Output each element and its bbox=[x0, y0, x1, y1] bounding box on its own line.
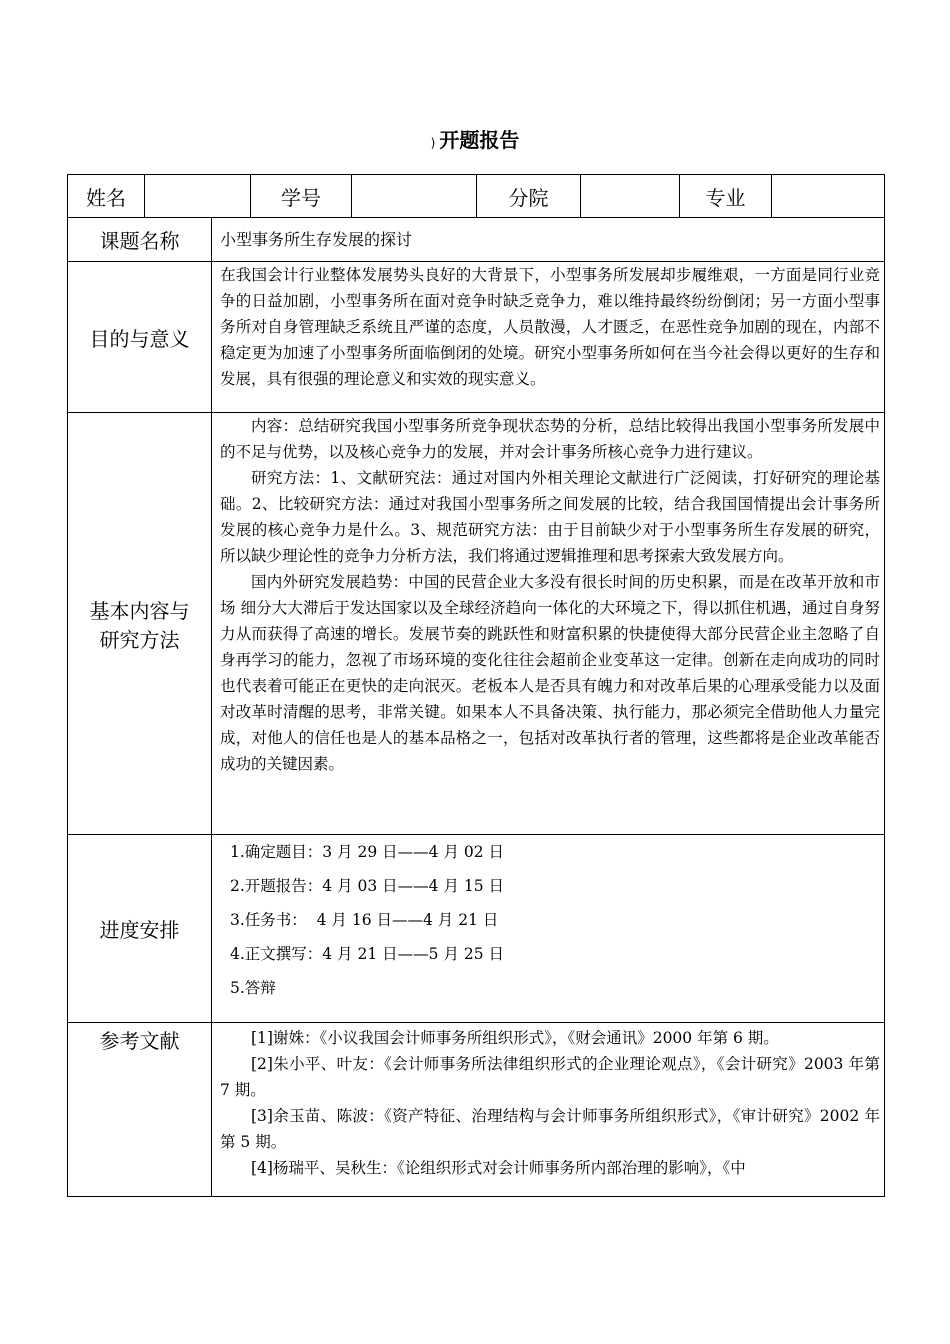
references-label: 参考文献 bbox=[68, 1023, 212, 1197]
college-value-cell[interactable] bbox=[581, 175, 680, 218]
content-methods-row bbox=[68, 413, 885, 835]
references-list bbox=[212, 1023, 885, 1197]
reference-item: [4]杨瑞平、吴秋生：《论组织形式对会计师事务所内部治理的影响》，《中 bbox=[251, 1159, 746, 1177]
purpose-text: 在我国会计行业整体发展势头良好的大背景下，小型事务所发展却步履维艰，一方面是同行业竞争的日益加剧，小型事务所在面对竞争时缺乏竞争力，难以维持最终纷纷倒闭；另一方面小型事务所对自身管理缺乏系统且严谨的态度，人员散漫，人才匮乏，在恶性竞争加剧的现在，内部不稳定更为加速了小型事务所面临倒闭的处境。研究小型事务所如何在当今社会得以更好的生存和发展，具有很强的理论意义和实效的现实意义。 bbox=[220, 266, 880, 388]
name-value-cell[interactable] bbox=[145, 175, 251, 218]
page-title bbox=[0, 124, 950, 153]
schedule-item: 5.答辩 bbox=[230, 979, 276, 997]
content-methods-label-line2: 研究方法 bbox=[99, 627, 180, 652]
references-row bbox=[68, 1023, 885, 1197]
student-id-value-cell[interactable] bbox=[352, 175, 477, 218]
reference-item: [2]朱小平、叶友：《会计师事务所法律组织形式的企业理论观点》，《会计研究》2003 年第 7 期。 bbox=[220, 1055, 880, 1099]
schedule-row bbox=[68, 835, 885, 1023]
title-text: 开题报告 bbox=[439, 128, 520, 152]
purpose-text-cell bbox=[212, 262, 885, 413]
reference-item: [3]余玉苗、陈波：《资产特征、治理结构与会计师事务所组织形式》，《审计研究》2002 年第 5 期。 bbox=[220, 1107, 880, 1151]
schedule-item: 4.正文撰写：4 月 21 日——5 月 25 日 bbox=[230, 945, 505, 963]
topic-label: 课题名称 bbox=[68, 218, 212, 262]
content-methods-text-cell bbox=[212, 413, 885, 835]
schedule-item: 1.确定题目：3 月 29 日——4 月 02 日 bbox=[230, 843, 505, 861]
content-methods-label bbox=[68, 413, 212, 835]
trends-paragraph: 国内外研究发展趋势：中国的民营企业大多没有很长时间的历史积累，而是在改革开放和市场 细分大大滞后于发达国家以及全球经济趋向一体化的大环境之下，得以抓住机遇，通过自身努力从而获得了高速的增长。发展节奏的跳跃性和财富积累的快捷使得大部分民营企业主忽略了自身再学习的能力，忽视了市场环境的变化往往会超前企业变革这一定律。创新在走向成功的同时也代表着可能正在更快的走向泯灭。老板本人是否具有魄力和对改革后果的心理承受能力以及面对改革时清醒的思考，非常关键。如果本人不具备决策、执行能力，那必须完全借助他人力量完成，对他人的信任也是人的基本品格之一，包括对改革执行者的管理，这些都将是企业改革能否成功的关键因素。 bbox=[220, 573, 880, 773]
proposal-form-table bbox=[67, 174, 885, 1197]
student-id-label: 学号 bbox=[251, 175, 352, 218]
major-label: 专业 bbox=[680, 175, 772, 218]
schedule-item: 3.任务书： 4 月 16 日——4 月 21 日 bbox=[230, 911, 499, 929]
schedule-item: 2.开题报告：4 月 03 日——4 月 15 日 bbox=[230, 877, 505, 895]
reference-item: [1]谢姝：《小议我国会计师事务所组织形式》，《财会通讯》2000 年第 6 期。 bbox=[251, 1029, 779, 1047]
purpose-label: 目的与意义 bbox=[68, 262, 212, 413]
topic-value: 小型事务所生存发展的探讨 bbox=[212, 218, 885, 262]
content-paragraph: 内容：总结研究我国小型事务所竞争现状态势的分析，总结比较得出我国小型事务所发展中的不足与优势，以及核心竞争力的发展，并对会计事务所核心竞争力进行建议。 bbox=[220, 417, 880, 461]
name-label: 姓名 bbox=[68, 175, 145, 218]
topic-row bbox=[68, 218, 885, 262]
header-row bbox=[68, 175, 885, 218]
title-prefix: ) bbox=[430, 136, 436, 150]
methods-paragraph: 研究方法：1、文献研究法：通过对国内外相关理论文献进行广泛阅读，打好研究的理论基础。2、比较研究方法：通过对我国小型事务所之间发展的比较，结合我国国情提出会计事务所发展的核心竞争力是什么。3、规范研究方法：由于目前缺少对于小型事务所生存发展的研究，所以缺少理论性的竞争力分析方法，我们将通过逻辑推理和思考探索大致发展方向。 bbox=[220, 469, 880, 565]
content-methods-label-line1: 基本内容与 bbox=[89, 598, 190, 623]
college-label: 分院 bbox=[477, 175, 581, 218]
schedule-label: 进度安排 bbox=[68, 835, 212, 1023]
major-value-cell[interactable] bbox=[772, 175, 885, 218]
schedule-list bbox=[212, 835, 885, 1023]
purpose-row bbox=[68, 262, 885, 413]
